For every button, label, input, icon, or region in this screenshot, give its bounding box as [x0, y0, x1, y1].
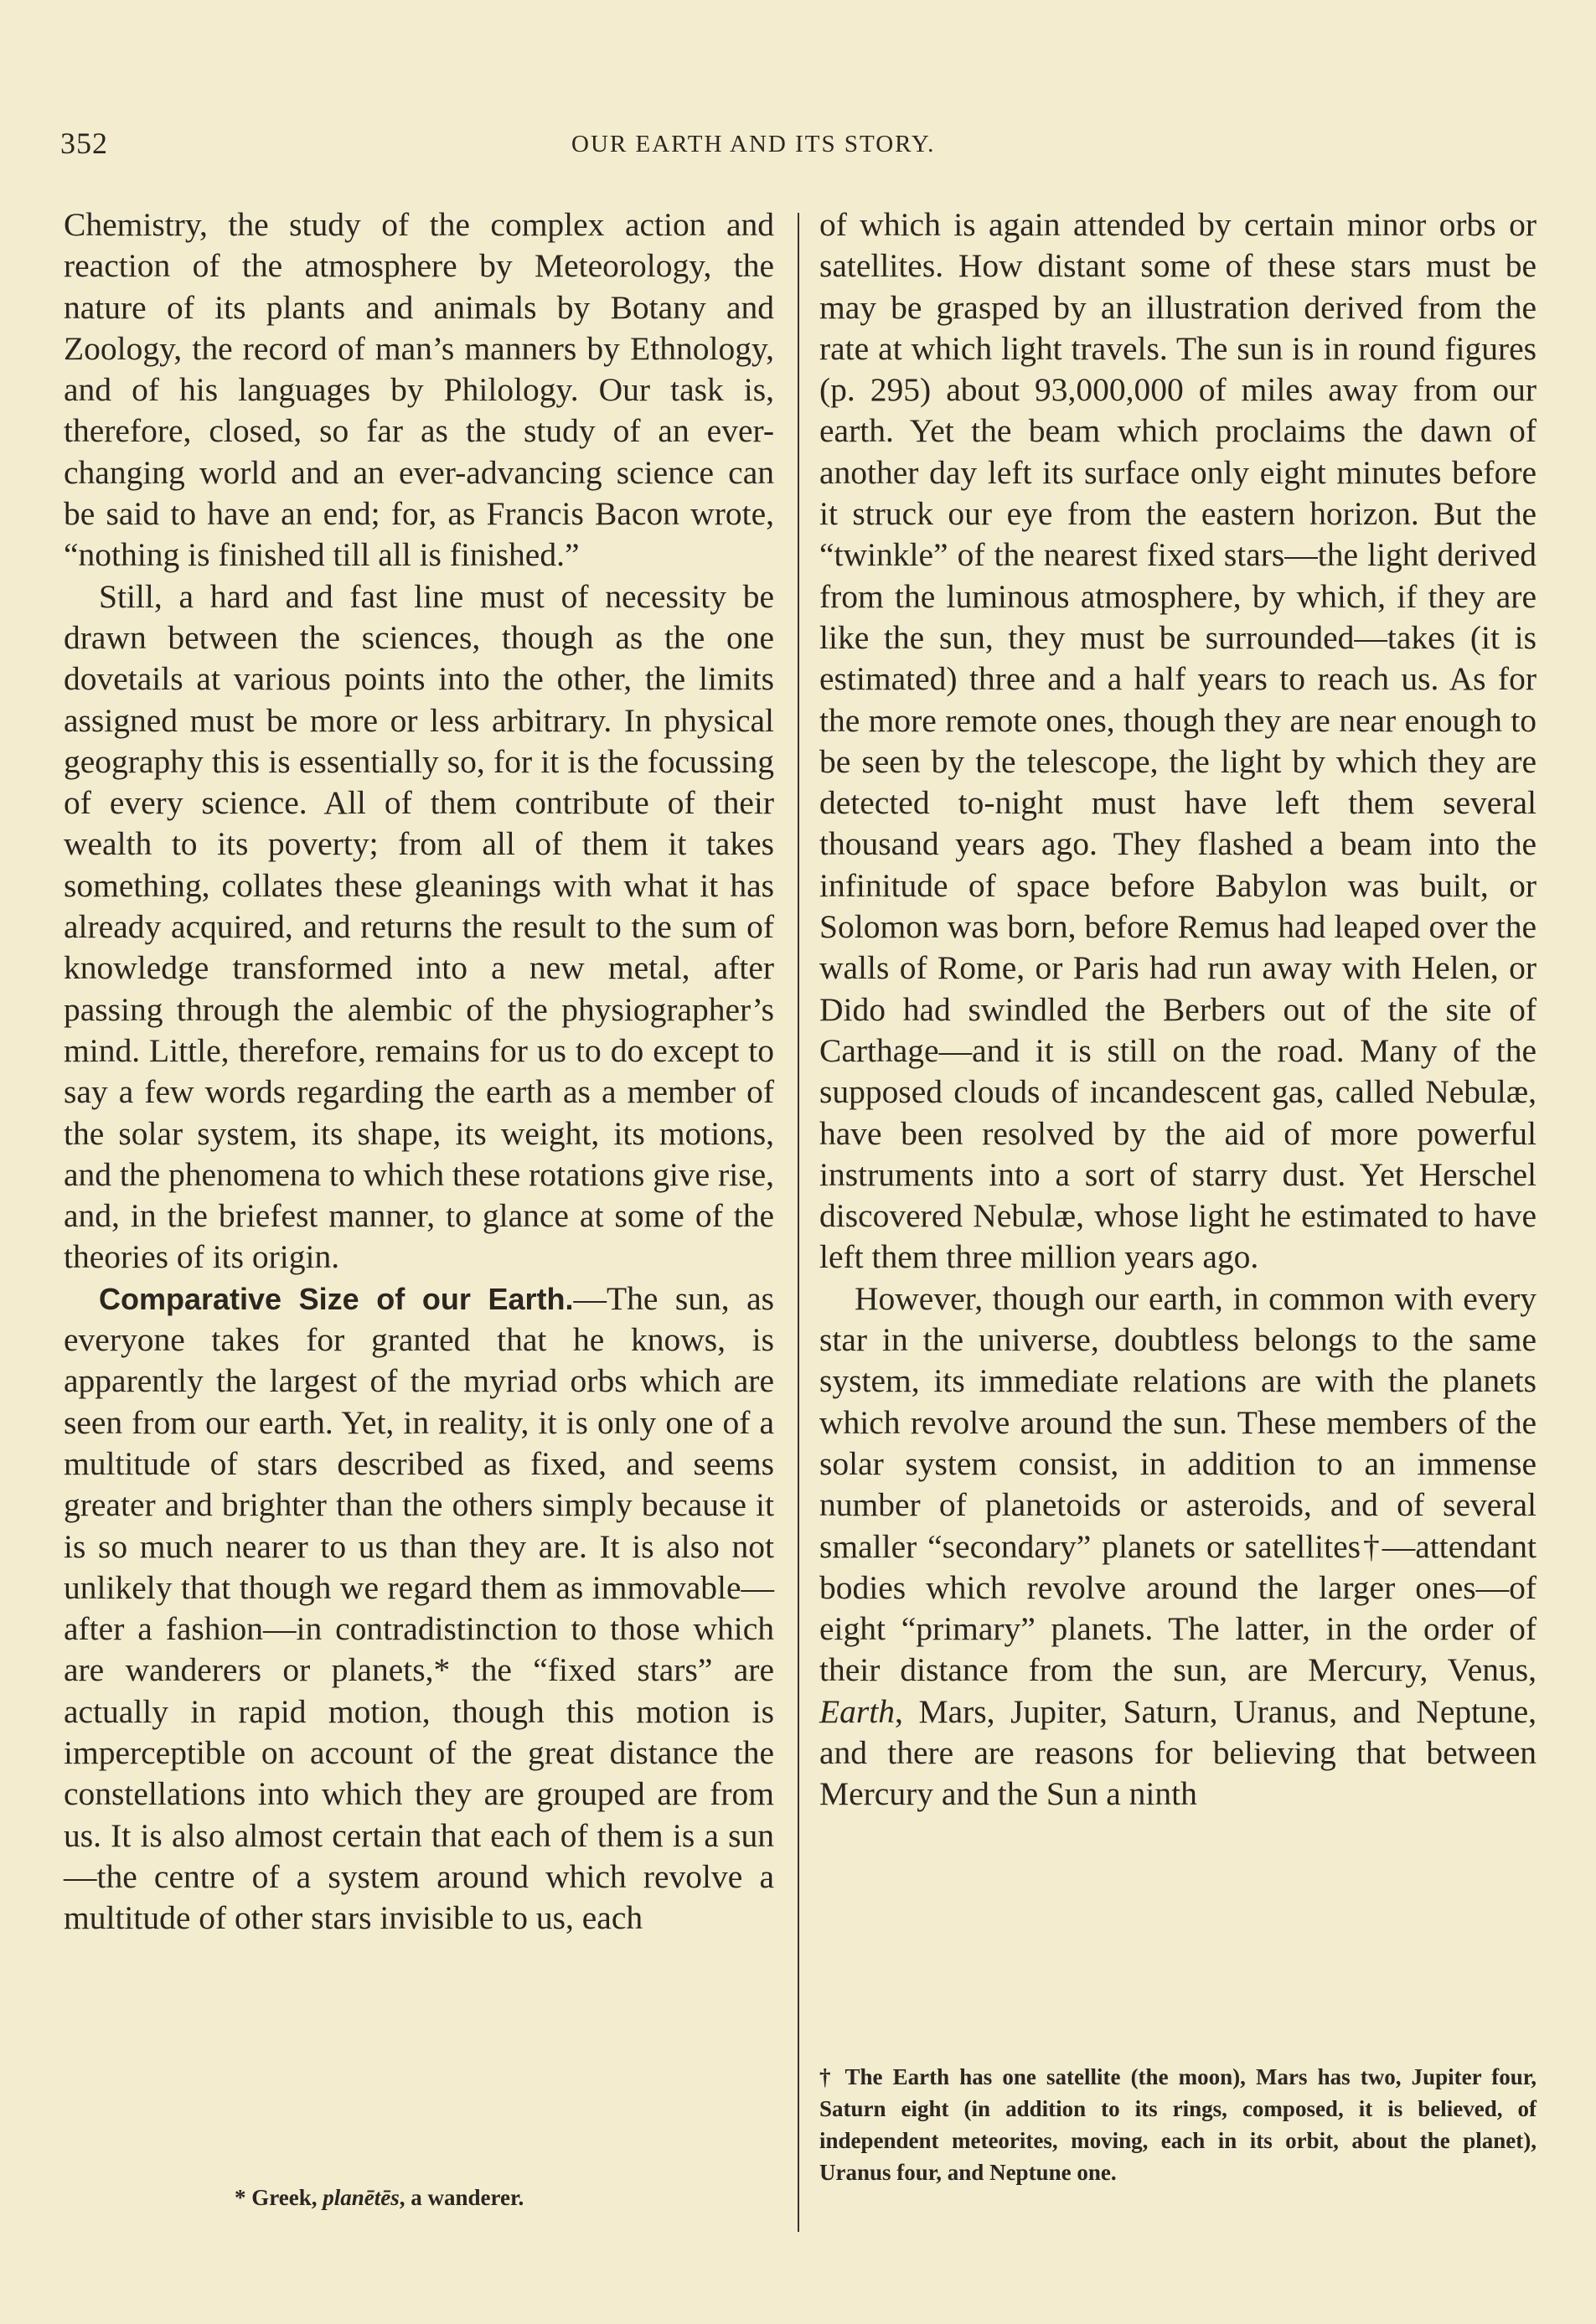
paragraph-solar-system-b: , Mars, Jupiter, Saturn, Uranus, and Neptune, and there are reasons for believing that between Mercury and the Sun a ninth	[819, 1692, 1537, 1813]
paragraph-stars-distance: of which is again attended by certain minor orbs or satellites. How distant some of these stars must be may be grasped by an illustration derived from the rate at which light travels. The sun is in round figures (p. 295) about 93,000,000 of miles away from our earth. Yet the beam which proclaims the dawn of another day left its surface only eight minutes before it struck our eye from the eastern horizon. But the “twinkle” of the nearest fixed stars—the light derived from the luminous atmosphere, by which, if they are like the sun, they must be surrounded—takes (it is estimated) three and a half years to reach us. As for the more remote ones, though they are near enough to be seen by the telescope, the light by which they are detected to-night must have left them several thousand years ago. They flashed a beam into the infinitude of space before Babylon was built, or Solomon was born, before Remus had leaped over the walls of Rome, or Paris had run away with Helen, or Dido had swindled the Berbers out of the site of Carthage—and it is still on the road. Many of the supposed clouds of incandescent gas, called Nebulæ, have been resolved by the aid of more powerful instruments into a sort of starry dust. Yet Herschel discovered Nebulæ, whose light he estimated to have left them three million years ago.	[819, 206, 1537, 1276]
right-column	[819, 204, 1537, 1815]
footnote-satellites: † The Earth has one satellite (the moon), Mars has two, Jupiter four, Saturn eight (in addition to its rings, composed, it is believed, of independent meteorites, moving, each in its orbit, about the planet), Uranus four, and Neptune one.	[819, 2064, 1537, 2185]
footnote-term: planētēs	[323, 2185, 400, 2210]
left-column	[64, 204, 774, 1939]
paragraph-intro-continued: Chemistry, the study of the complex action and reaction of the atmosphere by Meteorology, the nature of its plants and animals by Botany and Zoology, the record of man’s manners by Ethnology, and of his languages by Philology. Our task is, therefore, closed, so far as the study of an ever-changing world and an ever-advancing science can be said to have an end; for, as Francis Bacon wrote, “nothing is finished till all is finished.”	[64, 206, 774, 574]
paragraph-comparative-size-text: —The sun, as everyone takes for granted that he knows, is apparently the largest of the myriad orbs which are seen from our earth. Yet, in reality, it is only one of a multitude of stars described as fixed, and seems greater and brighter than the others simply because it is so much nearer to us than they are. It is also not unlikely that though we regard them as immovable—after a fashion—in contradistinction to those which are wanderers or planets,* the “fixed stars” are actually in rapid motion, though this motion is imperceptible on account of the great distance the constellations into which they are grouped are from us. It is also almost certain that each of them is a sun—the centre of a system around which revolve a multitude of other stars invisible to us, each	[64, 1279, 775, 1937]
running-title: OUR EARTH AND ITS STORY.	[571, 131, 936, 158]
footnote-planetes	[235, 2182, 779, 2213]
footnote-prefix: * Greek,	[235, 2185, 323, 2210]
column-divider	[798, 213, 799, 2232]
section-heading: Comparative Size of our Earth.	[99, 1281, 574, 1316]
paragraph-solar-system	[819, 1278, 1537, 1815]
footnote-suffix: , a wanderer.	[399, 2185, 524, 2210]
paragraph-comparative-size	[64, 1278, 774, 1939]
page-number: 352	[60, 127, 108, 160]
running-head	[60, 126, 1041, 168]
paragraph-solar-system-a: However, though our earth, in common with every star in the universe, doubtless belongs to the same system, its immediate relations are with the planets which revolve around the sun. These members of the solar system consist, in addition to an immense number of planetoids or asteroids, and of several smaller “secondary” planets or satellites†—attendant bodies which revolve around the larger ones—of eight “primary” planets. The latter, in the order of their distance from the sun, are Mercury, Venus,	[819, 1279, 1537, 1689]
paragraph-hard-and-fast-line: Still, a hard and fast line must of necessity be drawn between the sciences, though as the one dovetails at various points into the other, the limits assigned must be more or less arbitrary. In physical geography this is essentially so, for it is the focussing of every science. All of them contribute of their wealth to its poverty; from all of them it takes something, collates these gleanings with what it has already acquired, and returns the result to the sum of knowledge transformed into a new metal, after passing through the alembic of the physiographer’s mind. Little, therefore, remains for us to do except to say a few words regarding the earth as a member of the solar system, its shape, its weight, its motions, and the phenomena to which these rotations give rise, and, in the briefest manner, to glance at some of the theories of its origin.	[64, 577, 774, 1276]
earth-emphasis: Earth	[819, 1692, 895, 1730]
